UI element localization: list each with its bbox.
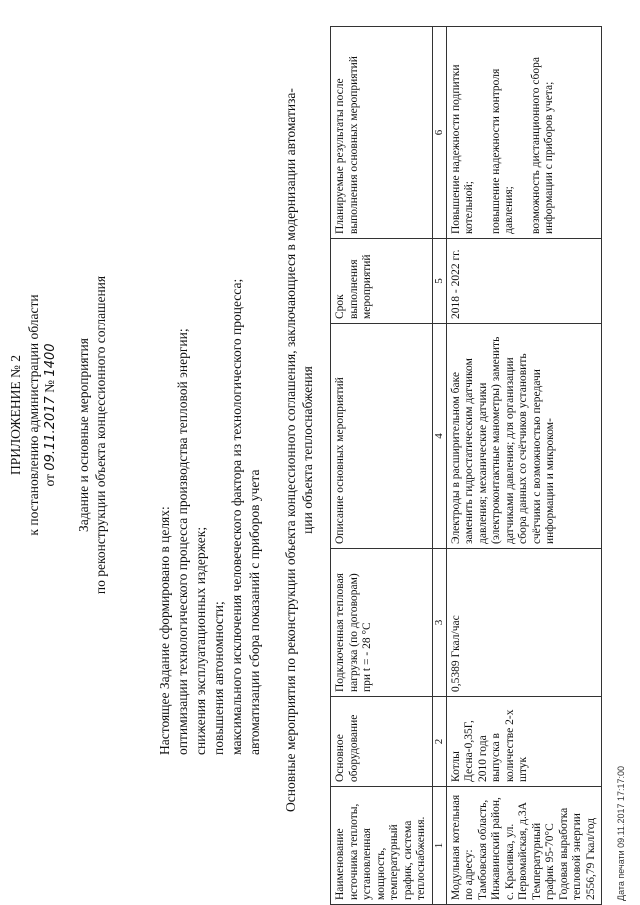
- decree-line: к постановлению администрации области: [26, 294, 41, 536]
- goal-item: снижения эксплуатационных издержек;: [193, 526, 208, 755]
- result-item: Повышение надежности подпитки котельной;: [449, 64, 475, 234]
- column-number: 2: [432, 697, 446, 787]
- section-title: [282, 15, 316, 885]
- header-cell: Подключенная тепловая нагрузка (по договорам) при t = - 28 °С: [331, 549, 433, 697]
- header-cell: Срок выполнения мероприятий: [331, 239, 433, 324]
- column-number: 3: [432, 549, 446, 697]
- intro-lead: Настоящее Задание сформировано в целях:: [157, 506, 172, 755]
- annual-output: Годовая выработка тепловой энергии 2556,79 Гкал/год: [557, 807, 597, 900]
- decree-date: 09.11.2017: [43, 396, 58, 471]
- goal-item: повышения автономности;: [211, 601, 226, 755]
- load-cell: 0,5389 Гкал/час: [446, 549, 602, 697]
- document-heading: Задание и основные мероприятия: [76, 338, 91, 532]
- goal-item: автоматизации сбора показаний с приборов учета: [247, 469, 262, 755]
- column-number: 5: [432, 239, 446, 324]
- table-row: [446, 27, 602, 905]
- goal-item: оптимизации технологического процесса производства тепловой энергии;: [175, 328, 190, 755]
- appendix-title: ПРИЛОЖЕНИЕ № 2: [8, 354, 23, 476]
- temperature-schedule: Температурный график 95-70°С: [530, 822, 556, 900]
- document-subheading: по реконструкции объекта концессионного соглашения: [93, 275, 108, 595]
- table-number-row: [432, 27, 446, 905]
- source-address: Модульная котельная по адресу: Тамбовская область, Инжавинский район, с. Красивка, ул. Первомайская, д.3А: [449, 794, 529, 900]
- header-cell: Наименование источника теплоты, установленная мощность, температурный график, система теплоснабжения.: [331, 787, 433, 905]
- measures-cell: Электроды в расширительном баке заменить гидростатическим датчиком давления; механические датчики (электроконтактные манометры) заменить датчиками давления; для организации сбора данных со счётчиков установить счётчики с возможностью передачи информации и микроком-: [446, 324, 602, 549]
- decree-reference: [26, 175, 59, 655]
- decree-number: 1400: [43, 343, 58, 377]
- measures-table: [330, 26, 602, 905]
- result-item: повышение надежности контроля давления;: [489, 68, 515, 234]
- column-number: 1: [432, 787, 446, 905]
- header-cell: Описание основных мероприятий: [331, 324, 433, 549]
- term-cell: 2018 - 2022 гг.: [446, 239, 602, 324]
- section-title-line: Основные мероприятия по реконструкции объекта концессионного соглашения, заключающиеся в модернизации автоматиза-: [283, 88, 298, 812]
- header-cell: Основное оборудование: [331, 697, 433, 787]
- source-cell: [446, 787, 602, 905]
- section-title-line: ции объекта теплоснабжения: [300, 366, 315, 534]
- goal-item: максимального исключения человеческого фактора из технологического процесса;: [229, 278, 244, 755]
- decree-date-line: [42, 175, 59, 655]
- print-date-stamp: Дата печати 09.11.2017 17:17:00: [616, 765, 626, 901]
- decree-from-label: от: [42, 474, 57, 487]
- table-header-row: [331, 27, 433, 905]
- column-number: 4: [432, 324, 446, 549]
- decree-number-label: №: [42, 379, 57, 393]
- header-cell: Планируемые результаты после выполнения основных мероприятий: [331, 27, 433, 239]
- equipment-cell: Котлы Десна-0,35Г, 2010 года выпуска в количестве 2-х штук: [446, 697, 602, 787]
- column-number: 6: [432, 27, 446, 239]
- results-cell: [446, 27, 602, 239]
- result-item: возможность дистанционного сбора информации с приборов учета;: [529, 56, 555, 234]
